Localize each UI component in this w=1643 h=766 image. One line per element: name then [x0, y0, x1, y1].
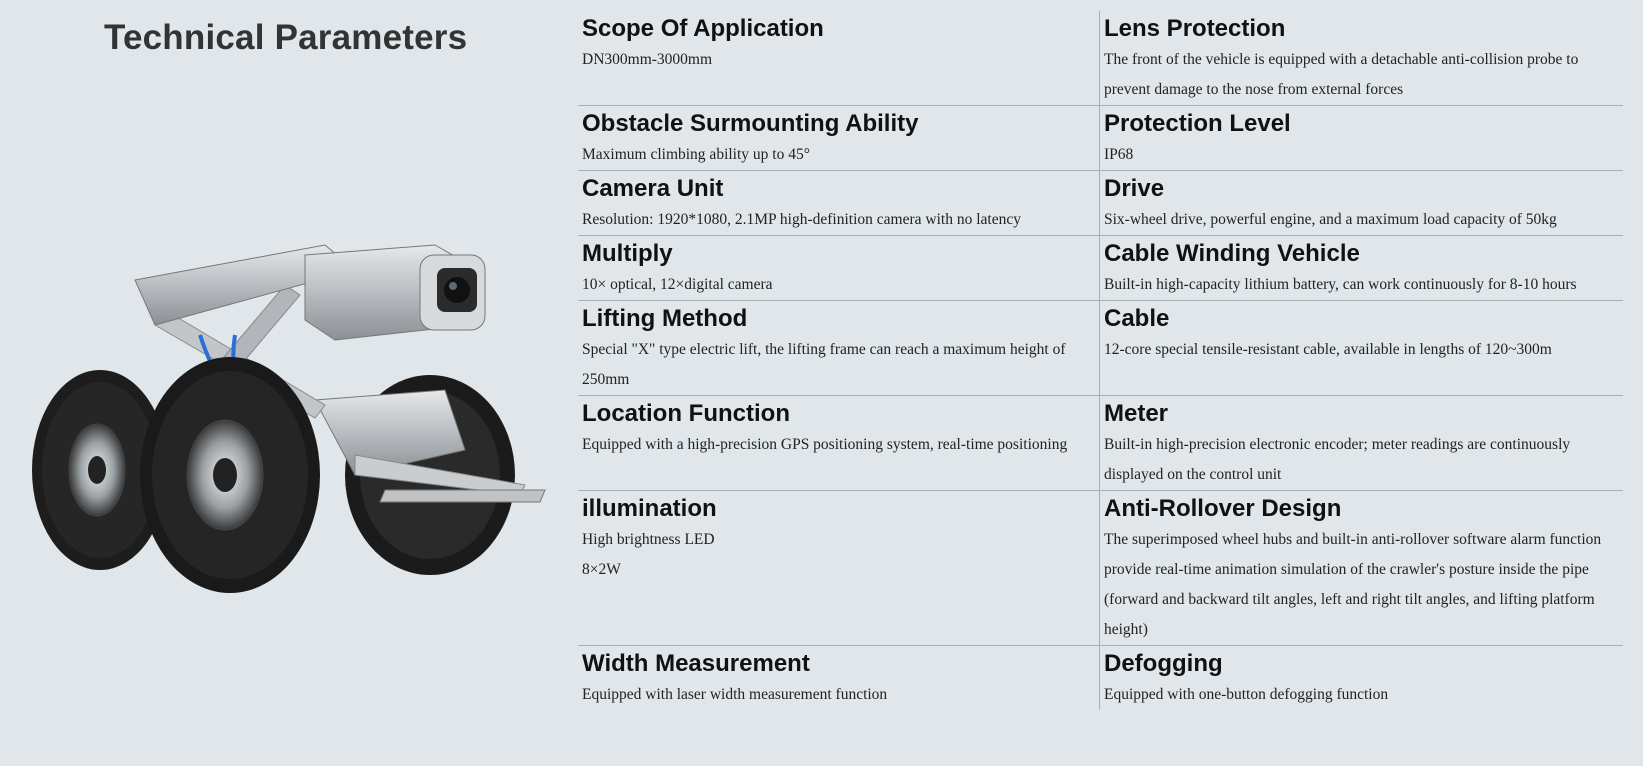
spec-cell-cable — [1100, 301, 1623, 396]
spec-title: Location Function — [582, 400, 790, 427]
spec-title: Meter — [1104, 400, 1169, 427]
spec-title: Lifting Method — [582, 305, 748, 332]
spec-description: The front of the vehicle is equipped with a detachable anti-collision probe to prevent damage to the nose from external forces — [1104, 51, 1579, 98]
spec-description: IP68 — [1104, 146, 1134, 163]
spec-description: Six-wheel drive, powerful engine, and a maximum load capacity of 50kg — [1104, 211, 1557, 228]
spec-description: 12-core special tensile-resistant cable, available in lengths of 120~300m — [1104, 341, 1552, 358]
spec-description: Resolution: 1920*1080, 2.1MP high-definition camera with no latency — [582, 211, 1021, 228]
spec-title: Lens Protection — [1104, 15, 1286, 42]
spec-description: DN300mm-3000mm — [582, 51, 713, 68]
spec-description: Built-in high-capacity lithium battery, can work continuously for 8-10 hours — [1104, 276, 1577, 293]
product-image — [25, 240, 550, 625]
spec-description: The superimposed wheel hubs and built-in anti-rollover software alarm function provide real-time animation simulation of the crawler's posture inside the pipe (forward and backward tilt angles, left and right tilt angles, and lifting platform height) — [1104, 531, 1602, 638]
spec-cell-drive — [1100, 171, 1623, 236]
spec-title: Obstacle Surmounting Ability — [582, 110, 919, 137]
spec-description: High brightness LED — [582, 531, 715, 548]
spec-cell-obstacle-surmounting-ability — [578, 106, 1100, 171]
spec-cell-illumination — [578, 491, 1100, 646]
spec-title: Cable — [1104, 305, 1170, 332]
page-title: Technical Parameters — [104, 18, 468, 57]
spec-cell-location-function — [578, 396, 1100, 491]
spec-cell-camera-unit — [578, 171, 1100, 236]
spec-description: Equipped with laser width measurement function — [582, 686, 888, 703]
spec-description: Equipped with one-button defogging function — [1104, 686, 1389, 703]
spec-description: Equipped with a high-precision GPS positioning system, real-time positioning — [582, 436, 1068, 453]
spec-title: Multiply — [582, 240, 673, 267]
spec-cell-protection-level — [1100, 106, 1623, 171]
spec-cell-anti-rollover-design — [1100, 491, 1623, 646]
spec-title: Drive — [1104, 175, 1165, 202]
spec-description: Maximum climbing ability up to 45° — [582, 146, 810, 163]
spec-title: Cable Winding Vehicle — [1104, 240, 1360, 267]
spec-title: Scope Of Application — [582, 15, 824, 42]
spec-description: Built-in high-precision electronic encoder; meter readings are continuously displayed on the control unit — [1104, 436, 1571, 483]
spec-cell-meter — [1100, 396, 1623, 491]
spec-title: illumination — [582, 495, 717, 522]
spec-table — [578, 11, 1623, 710]
spec-title: Width Measurement — [582, 650, 810, 677]
spec-cell-defogging — [1100, 646, 1623, 710]
spec-cell-lifting-method — [578, 301, 1100, 396]
spec-cell-width-measurement — [578, 646, 1100, 710]
spec-cell-lens-protection — [1100, 11, 1623, 106]
spec-title: Defogging — [1104, 650, 1223, 677]
spec-cell-cable-winding-vehicle — [1100, 236, 1623, 301]
spec-title: Protection Level — [1104, 110, 1291, 137]
spec-cell-scope-of-application — [578, 11, 1100, 106]
spec-title: Anti-Rollover Design — [1104, 495, 1342, 522]
spec-description: 8×2W — [582, 561, 621, 578]
spec-cell-multiply — [578, 236, 1100, 301]
spec-title: Camera Unit — [582, 175, 724, 202]
spec-description: Special "X" type electric lift, the lifting frame can reach a maximum height of 250mm — [582, 341, 1066, 388]
spec-description: 10× optical, 12×digital camera — [582, 276, 773, 293]
